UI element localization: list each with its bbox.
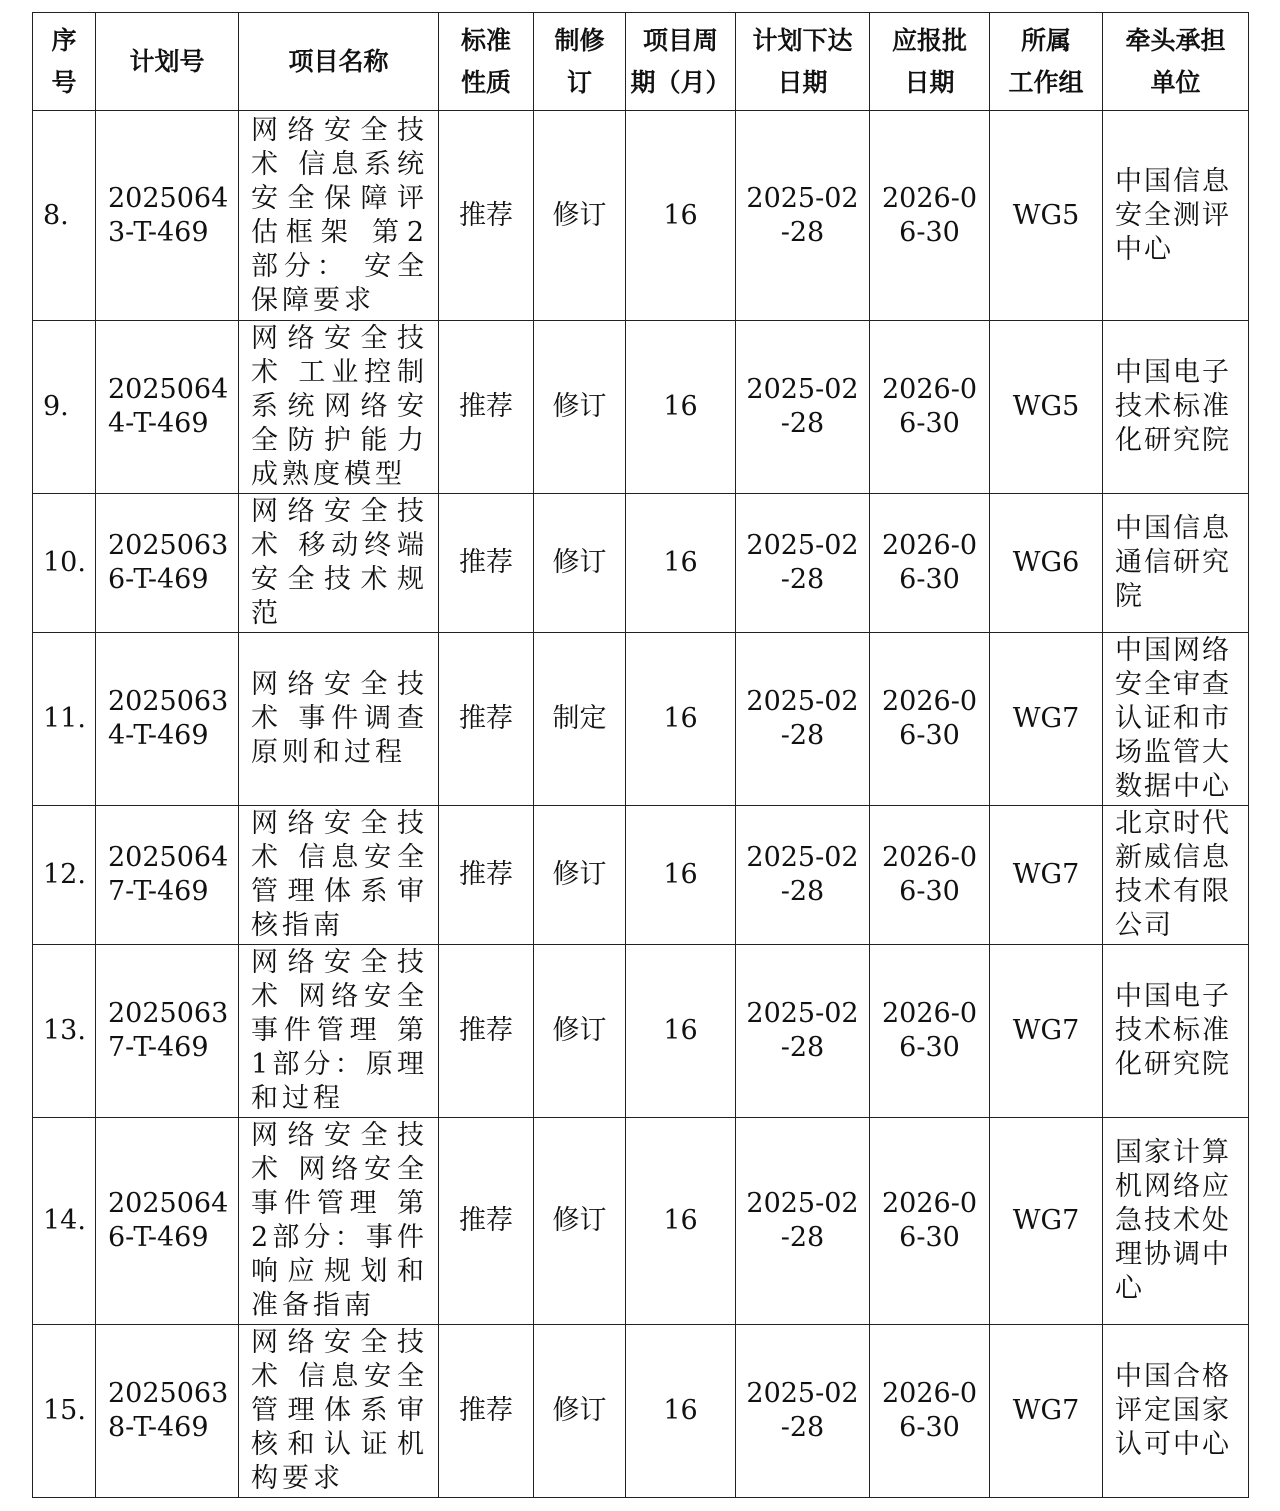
issue-date-cell: 2025-02 -28 bbox=[736, 1324, 870, 1497]
working-group-cell: WG7 bbox=[990, 1117, 1103, 1324]
table-row bbox=[33, 1324, 1249, 1497]
table-row bbox=[33, 321, 1249, 494]
working-group-cell: WG7 bbox=[990, 805, 1103, 944]
project-cycle-cell: 16 bbox=[626, 111, 736, 321]
standard-nature-cell: 推荐 bbox=[439, 1117, 534, 1324]
working-group-cell: WG6 bbox=[990, 494, 1103, 633]
issue-date-cell: 2025-02 -28 bbox=[736, 805, 870, 944]
lead-unit-cell: 中国电子技术标准化研究院 bbox=[1103, 944, 1249, 1117]
working-group-cell: WG7 bbox=[990, 1324, 1103, 1497]
plan-no-cell: 2025064 4-T-469 bbox=[96, 321, 239, 494]
seq-cell: 14. bbox=[33, 1117, 96, 1324]
seq-cell: 9. bbox=[33, 321, 96, 494]
standard-nature-cell: 推荐 bbox=[439, 111, 534, 321]
header-row bbox=[33, 13, 1249, 111]
revision-type-cell: 修订 bbox=[534, 944, 626, 1117]
revision-type-cell: 修订 bbox=[534, 1324, 626, 1497]
approval-date-cell: 2026-0 6-30 bbox=[870, 1324, 990, 1497]
lead-unit-cell: 中国信息安全测评中心 bbox=[1103, 111, 1249, 321]
standards-plan-table bbox=[32, 12, 1249, 1498]
standard-nature-cell: 推荐 bbox=[439, 632, 534, 805]
standard-nature-cell: 推荐 bbox=[439, 494, 534, 633]
project-cycle-cell: 16 bbox=[626, 494, 736, 633]
revision-type-cell: 修订 bbox=[534, 111, 626, 321]
table-row bbox=[33, 494, 1249, 633]
revision-type-cell: 制定 bbox=[534, 632, 626, 805]
issue-date-cell: 2025-02 -28 bbox=[736, 632, 870, 805]
project-name-cell: 网络安全技术 信息安全管理体系审核和认证机构要求 bbox=[239, 1324, 439, 1497]
approval-date-cell: 2026-0 6-30 bbox=[870, 494, 990, 633]
approval-date-cell: 2026-0 6-30 bbox=[870, 321, 990, 494]
project-name-cell: 网络安全技术 事件调查原则和过程 bbox=[239, 632, 439, 805]
seq-cell: 10. bbox=[33, 494, 96, 633]
standard-nature-cell: 推荐 bbox=[439, 944, 534, 1117]
project-name-cell: 网络安全技术 移动终端安全技术规范 bbox=[239, 494, 439, 633]
table-row bbox=[33, 805, 1249, 944]
lead-unit-cell: 北京时代新威信息技术有限公司 bbox=[1103, 805, 1249, 944]
revision-type-cell: 修订 bbox=[534, 494, 626, 633]
table-row bbox=[33, 1117, 1249, 1324]
seq-cell: 8. bbox=[33, 111, 96, 321]
project-cycle-cell: 16 bbox=[626, 632, 736, 805]
seq-cell: 11. bbox=[33, 632, 96, 805]
approval-date-cell: 2026-0 6-30 bbox=[870, 111, 990, 321]
project-name-cell: 网络安全技术 网络安全事件管理 第2部分：事件响应规划和准备指南 bbox=[239, 1117, 439, 1324]
project-name-cell: 网络安全技术 信息安全管理体系审核指南 bbox=[239, 805, 439, 944]
project-cycle-cell: 16 bbox=[626, 1324, 736, 1497]
issue-date-cell: 2025-02 -28 bbox=[736, 321, 870, 494]
lead-unit-cell: 国家计算机网络应急技术处理协调中心 bbox=[1103, 1117, 1249, 1324]
standard-nature-cell: 推荐 bbox=[439, 1324, 534, 1497]
seq-cell: 13. bbox=[33, 944, 96, 1117]
plan-no-cell: 2025063 8-T-469 bbox=[96, 1324, 239, 1497]
issue-date-cell: 2025-02 -28 bbox=[736, 494, 870, 633]
table-row bbox=[33, 944, 1249, 1117]
header-issue-date: 计划下达 日期 bbox=[736, 13, 870, 111]
approval-date-cell: 2026-0 6-30 bbox=[870, 1117, 990, 1324]
table-row bbox=[33, 111, 1249, 321]
revision-type-cell: 修订 bbox=[534, 1117, 626, 1324]
plan-no-cell: 2025063 6-T-469 bbox=[96, 494, 239, 633]
lead-unit-cell: 中国网络安全审查认证和市场监管大数据中心 bbox=[1103, 632, 1249, 805]
lead-unit-cell: 中国电子技术标准化研究院 bbox=[1103, 321, 1249, 494]
approval-date-cell: 2026-0 6-30 bbox=[870, 805, 990, 944]
project-cycle-cell: 16 bbox=[626, 1117, 736, 1324]
revision-type-cell: 修订 bbox=[534, 321, 626, 494]
project-name-cell: 网络安全技术 网络安全事件管理 第1部分：原理和过程 bbox=[239, 944, 439, 1117]
working-group-cell: WG5 bbox=[990, 321, 1103, 494]
header-revision-type: 制修 订 bbox=[534, 13, 626, 111]
issue-date-cell: 2025-02 -28 bbox=[736, 944, 870, 1117]
lead-unit-cell: 中国信息通信研究院 bbox=[1103, 494, 1249, 633]
header-working-group: 所属 工作组 bbox=[990, 13, 1103, 111]
standard-nature-cell: 推荐 bbox=[439, 805, 534, 944]
approval-date-cell: 2026-0 6-30 bbox=[870, 944, 990, 1117]
working-group-cell: WG7 bbox=[990, 944, 1103, 1117]
approval-date-cell: 2026-0 6-30 bbox=[870, 632, 990, 805]
header-approval-date: 应报批 日期 bbox=[870, 13, 990, 111]
header-project-name: 项目名称 bbox=[239, 13, 439, 111]
plan-no-cell: 2025064 3-T-469 bbox=[96, 111, 239, 321]
header-standard-nature: 标准 性质 bbox=[439, 13, 534, 111]
plan-no-cell: 2025063 7-T-469 bbox=[96, 944, 239, 1117]
plan-no-cell: 2025064 6-T-469 bbox=[96, 1117, 239, 1324]
table-row bbox=[33, 632, 1249, 805]
header-lead-unit: 牵头承担 单位 bbox=[1103, 13, 1249, 111]
project-name-cell: 网络安全技术 信息系统安全保障评估框架 第2部分： 安全保障要求 bbox=[239, 111, 439, 321]
plan-no-cell: 2025063 4-T-469 bbox=[96, 632, 239, 805]
project-cycle-cell: 16 bbox=[626, 944, 736, 1117]
project-name-cell: 网络安全技术 工业控制系统网络安全防护能力成熟度模型 bbox=[239, 321, 439, 494]
header-project-cycle: 项目周 期（月） bbox=[626, 13, 736, 111]
header-plan-no: 计划号 bbox=[96, 13, 239, 111]
plan-no-cell: 2025064 7-T-469 bbox=[96, 805, 239, 944]
working-group-cell: WG7 bbox=[990, 632, 1103, 805]
lead-unit-cell: 中国合格评定国家认可中心 bbox=[1103, 1324, 1249, 1497]
header-seq: 序 号 bbox=[33, 13, 96, 111]
issue-date-cell: 2025-02 -28 bbox=[736, 1117, 870, 1324]
seq-cell: 15. bbox=[33, 1324, 96, 1497]
project-cycle-cell: 16 bbox=[626, 321, 736, 494]
issue-date-cell: 2025-02 -28 bbox=[736, 111, 870, 321]
project-cycle-cell: 16 bbox=[626, 805, 736, 944]
standard-nature-cell: 推荐 bbox=[439, 321, 534, 494]
revision-type-cell: 修订 bbox=[534, 805, 626, 944]
seq-cell: 12. bbox=[33, 805, 96, 944]
working-group-cell: WG5 bbox=[990, 111, 1103, 321]
